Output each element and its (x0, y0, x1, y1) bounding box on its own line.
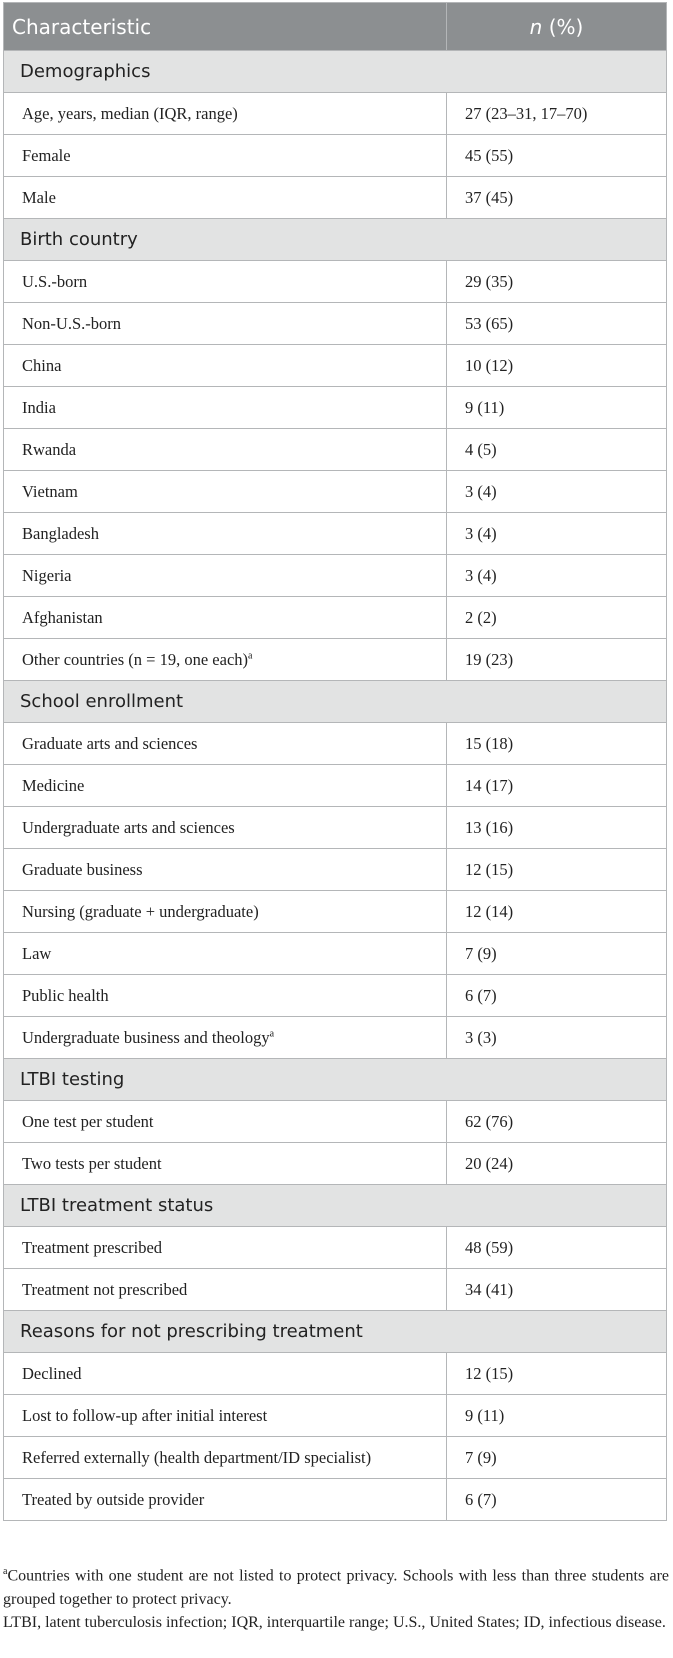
section-header-row (4, 219, 667, 261)
row-label-cell (4, 933, 447, 975)
row-label: Law (22, 943, 52, 963)
row-label: U.S.-born (22, 271, 88, 291)
table-row (4, 1017, 667, 1059)
row-value: 48 (59) (447, 1227, 667, 1269)
footnote-marker: a (248, 650, 253, 661)
row-label-cell (4, 429, 447, 471)
table-row (4, 429, 667, 471)
row-value: 6 (7) (447, 975, 667, 1017)
row-value: 7 (9) (447, 933, 667, 975)
row-label-cell (4, 765, 447, 807)
section-header-row (4, 1059, 667, 1101)
footnote-marker: a (269, 1028, 275, 1039)
row-value: 9 (11) (447, 387, 667, 429)
table-row (4, 1143, 667, 1185)
table-footnotes (3, 1560, 669, 1635)
table-row (4, 1437, 667, 1479)
section-header-row (4, 1185, 667, 1227)
row-value: 13 (16) (447, 807, 667, 849)
section-title: Birth country (4, 219, 667, 261)
section-title: Reasons for not prescribing treatment (4, 1311, 667, 1353)
row-value: 37 (45) (447, 177, 667, 219)
row-label: Bangladesh (22, 523, 99, 543)
table-row (4, 387, 667, 429)
row-value: 12 (15) (447, 1353, 667, 1395)
row-label-cell (4, 471, 447, 513)
section-header-row (4, 51, 667, 93)
header-n-percent (447, 3, 667, 51)
table-row (4, 933, 667, 975)
table-row (4, 1101, 667, 1143)
row-label: Declined (22, 1363, 82, 1383)
row-label: One test per student (22, 1111, 154, 1131)
table-row (4, 345, 667, 387)
row-value: 4 (5) (447, 429, 667, 471)
characteristics-table (3, 2, 667, 1521)
section-title: School enrollment (4, 681, 667, 723)
row-label-cell (4, 93, 447, 135)
row-label: Medicine (22, 775, 85, 795)
row-label-cell (4, 1269, 447, 1311)
row-label-cell (4, 1395, 447, 1437)
row-value: 20 (24) (447, 1143, 667, 1185)
table-row (4, 765, 667, 807)
row-value: 12 (15) (447, 849, 667, 891)
row-value: 15 (18) (447, 723, 667, 765)
row-label: Nursing (graduate + undergraduate) (22, 901, 259, 921)
row-label-cell (4, 807, 447, 849)
row-label-cell (4, 849, 447, 891)
table-row (4, 471, 667, 513)
footnote-abbreviations: LTBI, latent tuberculosis infection; IQR, interquartile range; U.S., United States; ID, infectious disease. (3, 1614, 666, 1632)
row-label-cell (4, 1437, 447, 1479)
row-value: 45 (55) (447, 135, 667, 177)
table-row (4, 177, 667, 219)
table-row (4, 1479, 667, 1521)
row-label-cell (4, 1479, 447, 1521)
row-label: Female (22, 145, 71, 165)
table-row (4, 891, 667, 933)
row-label: Treatment prescribed (22, 1237, 163, 1257)
row-label-cell (4, 1017, 447, 1059)
section-title: Demographics (4, 51, 667, 93)
row-value: 9 (11) (447, 1395, 667, 1437)
row-label: Undergraduate arts and sciences (22, 817, 235, 837)
row-label: Other countries (n = 19, one each) (22, 649, 249, 669)
row-label-cell (4, 303, 447, 345)
table-row (4, 975, 667, 1017)
row-label-cell (4, 177, 447, 219)
section-title: LTBI testing (4, 1059, 667, 1101)
row-label: India (22, 397, 56, 417)
row-label: Two tests per student (22, 1153, 162, 1173)
row-value: 7 (9) (447, 1437, 667, 1479)
table-row (4, 135, 667, 177)
row-label: Age, years, median (IQR, range) (22, 103, 238, 123)
row-label: Rwanda (22, 439, 77, 459)
table-row (4, 849, 667, 891)
row-value: 3 (4) (447, 471, 667, 513)
table-row (4, 555, 667, 597)
table-row (4, 303, 667, 345)
table-row (4, 513, 667, 555)
table-row (4, 807, 667, 849)
row-label-cell (4, 597, 447, 639)
row-label-cell (4, 387, 447, 429)
section-header-row (4, 1311, 667, 1353)
row-label-cell (4, 1227, 447, 1269)
row-label: Non-U.S.-born (22, 313, 121, 333)
row-label-cell (4, 1101, 447, 1143)
row-label: Nigeria (22, 565, 72, 585)
row-label: Vietnam (22, 481, 78, 501)
row-value: 19 (23) (447, 639, 667, 681)
row-label: China (22, 355, 62, 375)
section-title: LTBI treatment status (4, 1185, 667, 1227)
table-row (4, 639, 667, 681)
header-characteristic: Characteristic (4, 3, 447, 51)
row-label: Lost to follow-up after initial interest (22, 1405, 268, 1425)
row-value: 27 (23–31, 17–70) (447, 93, 667, 135)
row-label: Afghanistan (22, 607, 103, 627)
row-label-cell (4, 1353, 447, 1395)
row-label: Treatment not prescribed (22, 1279, 188, 1299)
row-label-cell (4, 1143, 447, 1185)
row-label-cell (4, 555, 447, 597)
row-label-cell (4, 723, 447, 765)
row-value: 10 (12) (447, 345, 667, 387)
row-label: Public health (22, 985, 109, 1005)
row-label-cell (4, 639, 447, 681)
row-label: Treated by outside provider (22, 1489, 205, 1509)
row-label-cell (4, 345, 447, 387)
table-header-row (4, 3, 667, 51)
row-value: 53 (65) (447, 303, 667, 345)
table-row (4, 93, 667, 135)
row-value: 6 (7) (447, 1479, 667, 1521)
footnote-a-text: Countries with one student are not listed to protect privacy. Schools with less than three students are grouped together to protect privacy. (3, 1567, 669, 1608)
row-value: 3 (3) (447, 1017, 667, 1059)
footnote-a (3, 1560, 669, 1611)
row-label: Graduate business (22, 859, 143, 879)
table-row (4, 1227, 667, 1269)
row-label-cell (4, 135, 447, 177)
table-row (4, 597, 667, 639)
row-label: Undergraduate business and theology (22, 1027, 270, 1047)
row-label: Male (22, 187, 56, 207)
row-label-cell (4, 975, 447, 1017)
table-row (4, 261, 667, 303)
footnote-marker: a (3, 1566, 8, 1577)
table-row (4, 723, 667, 765)
row-label: Graduate arts and sciences (22, 733, 198, 753)
row-value: 2 (2) (447, 597, 667, 639)
row-label-cell (4, 891, 447, 933)
table-row (4, 1395, 667, 1437)
header-pct: (%) (542, 14, 584, 39)
row-value: 12 (14) (447, 891, 667, 933)
row-label-cell (4, 261, 447, 303)
row-value: 14 (17) (447, 765, 667, 807)
section-header-row (4, 681, 667, 723)
row-value: 3 (4) (447, 513, 667, 555)
row-value: 29 (35) (447, 261, 667, 303)
table-row (4, 1269, 667, 1311)
row-value: 34 (41) (447, 1269, 667, 1311)
row-value: 3 (4) (447, 555, 667, 597)
table-row (4, 1353, 667, 1395)
row-label: Referred externally (health department/ID specialist) (22, 1447, 372, 1467)
row-value: 62 (76) (447, 1101, 667, 1143)
row-label-cell (4, 513, 447, 555)
header-n: n (529, 14, 543, 39)
